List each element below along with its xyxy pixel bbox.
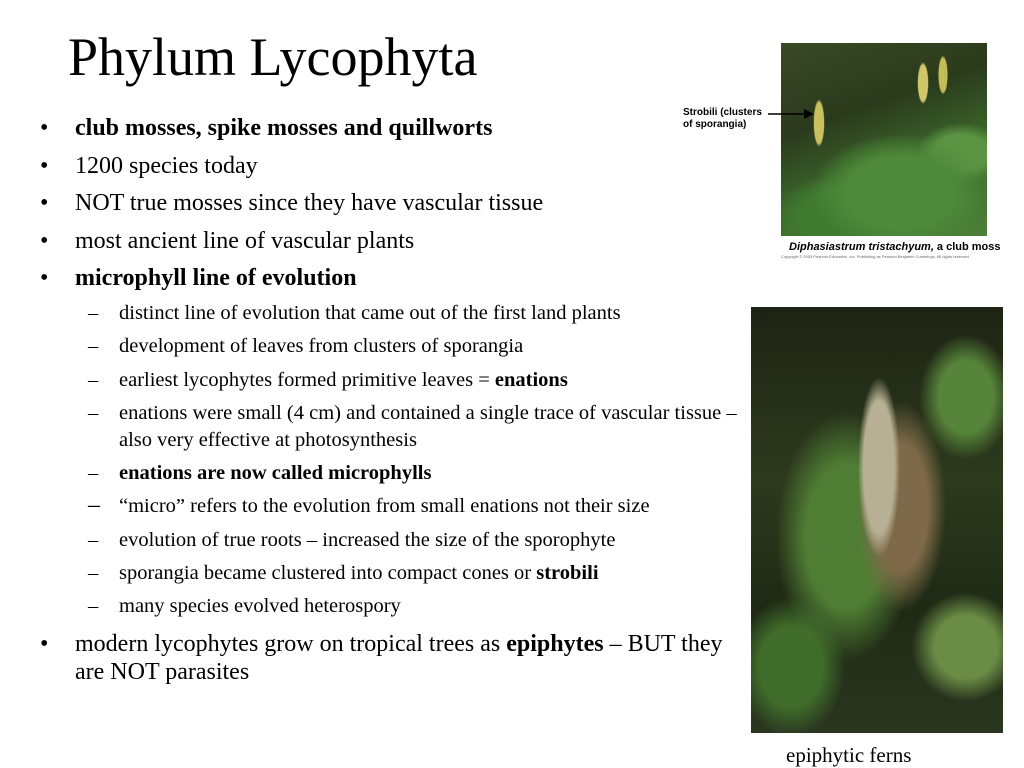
slide-title: Phylum Lycophyta [68, 27, 478, 87]
species-name: Diphasiastrum tristachyum, [789, 241, 934, 253]
sub-bullet-item [40, 367, 755, 394]
epiphytic-ferns-caption: epiphytic ferns [786, 743, 912, 767]
text-segment: – BUT they are NOT parasites [75, 631, 723, 686]
dash-marker: – [88, 335, 99, 358]
text-segment: development of leaves from clusters of sporangia [119, 335, 524, 358]
bullet-item [40, 227, 755, 255]
text-segment: “micro” refers to the evolution from small enations not their size [119, 495, 650, 518]
bullet-marker: • [40, 152, 49, 179]
text-segment: most ancient line of vascular plants [75, 227, 415, 254]
bullet-list [40, 114, 755, 696]
sub-bullet-item [40, 493, 755, 520]
sub-bullet-item [40, 560, 755, 587]
bold-text: strobili [536, 562, 599, 585]
text-segment: distinct line of evolution that came out of the first land plants [119, 301, 621, 324]
sub-bullet-item [40, 527, 755, 554]
bold-text: enations are now called microphylls [119, 462, 432, 485]
bullet-marker: • [40, 265, 49, 292]
sub-bullet-item [40, 300, 755, 327]
dash-marker: – [88, 401, 99, 424]
text-segment: evolution of true roots – increased the size of the sporophyte [119, 528, 616, 551]
club-moss-photo [781, 43, 987, 236]
sub-bullet-item [40, 460, 755, 487]
text-segment: enations were small (4 cm) and contained a single trace of vascular tissue – also very effective at photosynthesis [119, 401, 737, 451]
club-moss-caption [789, 241, 1001, 253]
text-segment: many species evolved heterospory [119, 595, 401, 618]
dash-marker: – [88, 528, 99, 551]
bold-text: club mosses, spike mosses and quillworts [75, 115, 493, 141]
bullet-item [40, 152, 755, 180]
bullet-marker: • [40, 115, 49, 141]
dash-marker: – [88, 368, 99, 391]
bold-text: enations [494, 368, 568, 391]
strobili-label: Strobili (clusters of sporangia) [683, 107, 762, 130]
bullet-item [40, 114, 755, 142]
text-segment: NOT true mosses since they have vascular tissue [75, 190, 544, 217]
dash-marker: – [88, 562, 99, 585]
sub-bullet-item [40, 400, 755, 454]
dash-marker: – [88, 301, 99, 324]
copyright-text: Copyright © 2005 Pearson Education, Inc. Publishing as Pearson Benjamin Cummings. All rights reserved. [781, 254, 970, 259]
sub-bullet-item [40, 593, 755, 620]
epiphytic-ferns-photo [751, 307, 1003, 733]
bullet-marker: • [40, 631, 49, 658]
bullet-marker: • [40, 227, 49, 254]
dash-marker: – [88, 492, 100, 519]
bullet-item [40, 264, 755, 292]
bullet-marker: • [40, 190, 49, 217]
bold-text: microphyll line of evolution [75, 265, 357, 292]
sub-bullet-item [40, 333, 755, 360]
sub-bullet-list [40, 300, 755, 620]
text-segment: 1200 species today [75, 152, 258, 179]
caption-rest: a club moss [933, 241, 1001, 253]
text-segment: earliest lycophytes formed primitive leaves = [119, 368, 495, 391]
arrow-icon [768, 107, 814, 121]
dash-marker: – [88, 595, 99, 618]
bullet-item [40, 189, 755, 217]
bold-text: epiphytes [506, 631, 604, 658]
text-segment: sporangia became clustered into compact cones or [119, 562, 537, 585]
dash-marker: – [88, 462, 99, 485]
bullet-item [40, 630, 755, 686]
text-segment: modern lycophytes grow on tropical trees as [75, 631, 507, 658]
